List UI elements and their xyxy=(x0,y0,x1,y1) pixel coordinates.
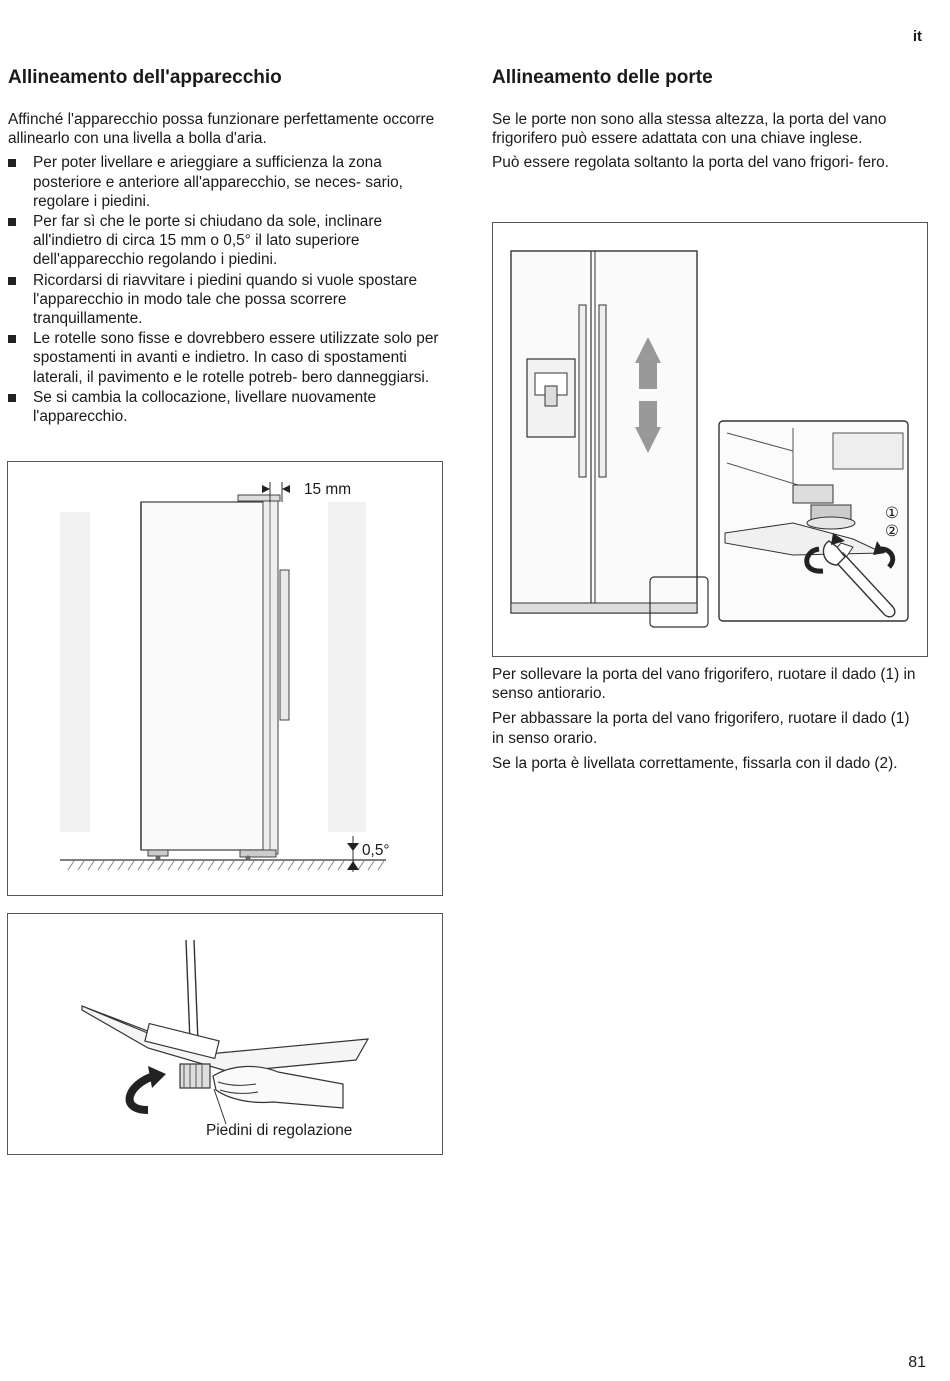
list-item: Per far sì che le porte si chiudano da sole, inclinare all'indietro di circa 15 mm o 0,5° il lato superiore dell'apparecchio regolando i piedini. xyxy=(8,212,440,270)
left-column xyxy=(8,66,440,427)
list-item: Se si cambia la collocazione, livellare nuovamente l'apparecchio. xyxy=(8,388,440,426)
door-drawing xyxy=(493,223,927,656)
feet-label: Piedini di regolazione xyxy=(206,1122,353,1139)
door-alignment-illustration xyxy=(492,222,928,657)
right-column xyxy=(492,66,916,178)
tilt-drawing xyxy=(8,462,442,895)
list-item: Per poter livellare e arieggiare a sufficienza la zona posteriore e anteriore all'apparecchio, se neces- sario, regolare i piedini. xyxy=(8,153,440,211)
nut-marker-1: ① xyxy=(885,505,899,522)
paragraph: Se le porte non sono alla stessa altezza, la porta del vano frigorifero può essere adattata con una chiave inglese. xyxy=(492,111,887,148)
list-item: Le rotelle sono fisse e dovrebbero essere utilizzate solo per spostamenti in avanti e indietro. In caso di spostamenti laterali, il pavimento e le rotelle potreb- bero danneggiarsi. xyxy=(8,329,440,387)
feet-drawing xyxy=(8,914,442,1154)
paragraph: Per abbassare la porta del vano frigorifero, ruotare il dado (1) in senso orario. xyxy=(492,710,910,747)
paragraph: Può essere regolata soltanto la porta del vano frigori- fero. xyxy=(492,154,889,172)
nut-marker-2: ② xyxy=(885,523,899,540)
dimension-label-15mm: 15 mm xyxy=(304,481,352,498)
intro-paragraph: Affinché l'apparecchio possa funzionare perfettamente occorre allinearlo con una livella a bolla d'aria. xyxy=(8,111,435,148)
language-tag: it xyxy=(912,28,922,45)
paragraph: Per sollevare la porta del vano frigorifero, ruotare il dado (1) in senso antiorario. xyxy=(492,666,916,703)
list-item: Ricordarsi di riavvitare i piedini quando si vuole spostare l'apparecchio in modo tale che possa scorrere tranquillamente. xyxy=(8,271,440,329)
section-title-appliance-alignment: Allineamento dell'apparecchio xyxy=(8,67,282,88)
paragraph: Se la porta è livellata correttamente, fissarla con il dado (2). xyxy=(492,754,898,772)
tilt-illustration xyxy=(7,461,443,896)
instruction-list xyxy=(8,153,440,426)
angle-label: 0,5° xyxy=(362,842,390,859)
door-adjust-instructions xyxy=(492,665,916,779)
section-title-door-alignment: Allineamento delle porte xyxy=(492,67,713,88)
adjustable-feet-illustration xyxy=(7,913,443,1155)
page-number: 81 xyxy=(908,1354,926,1371)
